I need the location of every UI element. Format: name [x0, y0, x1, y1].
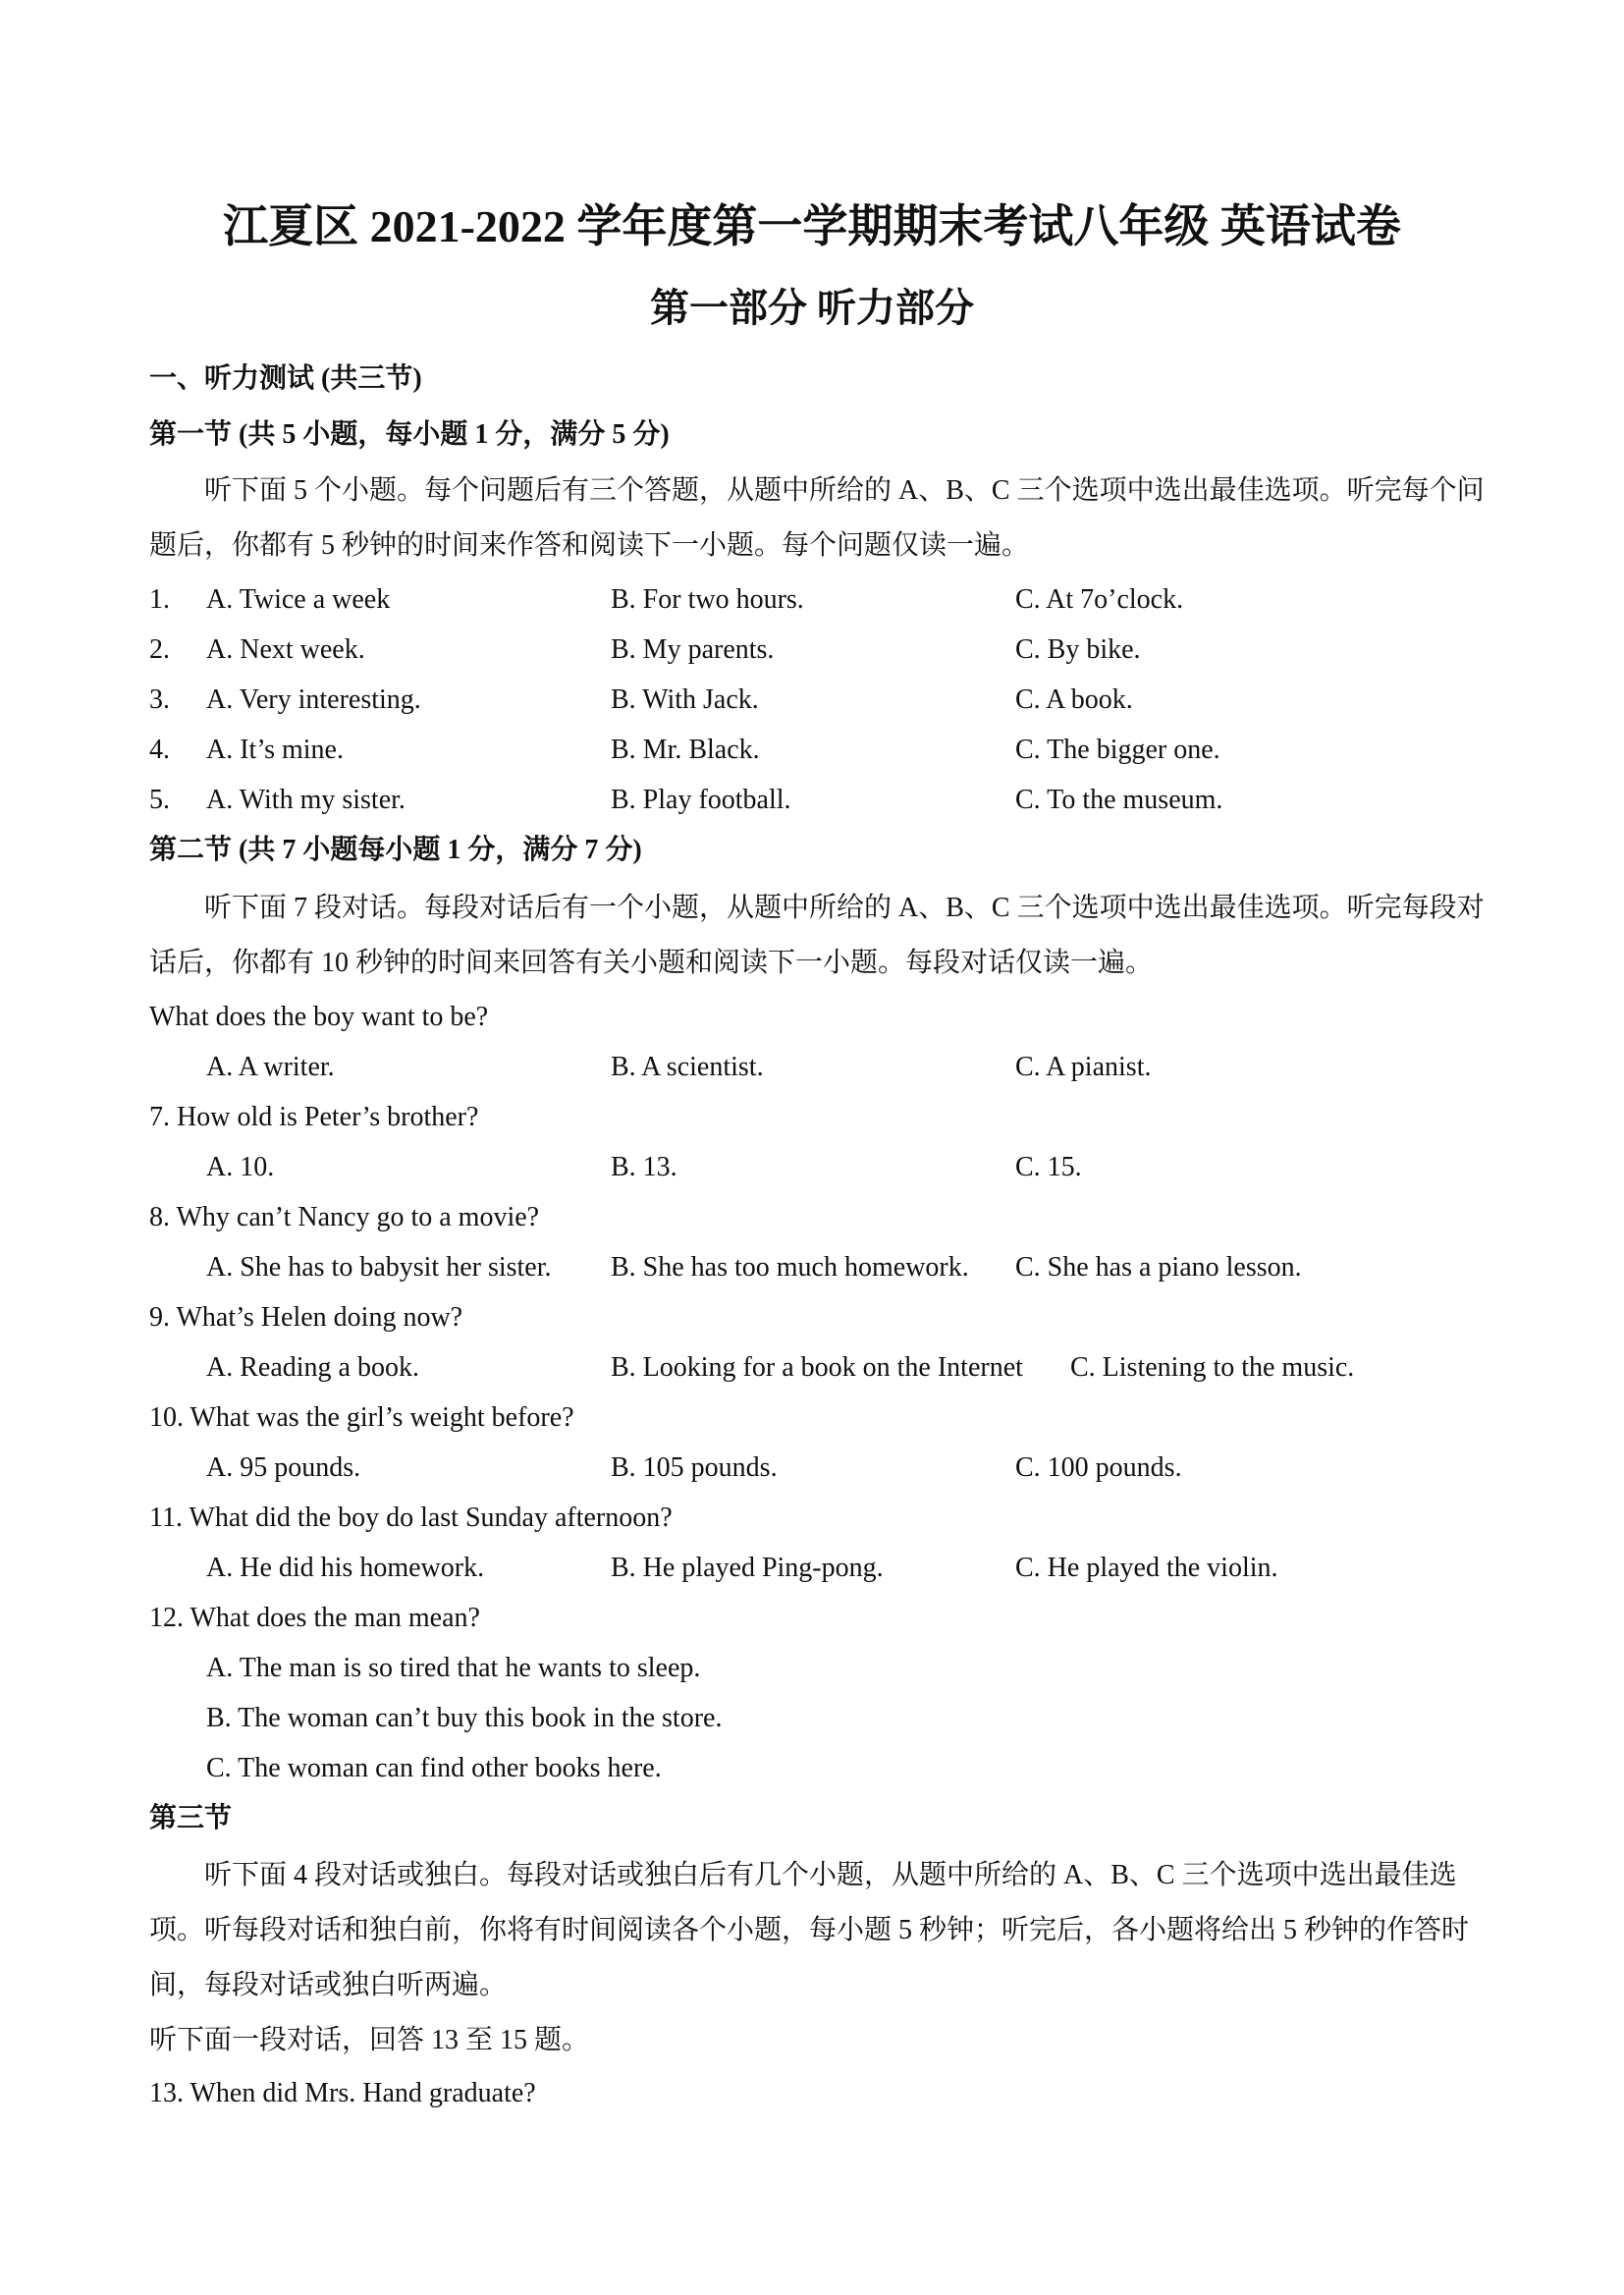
- option-a: A. 10.: [206, 1152, 275, 1182]
- section3-instructions: 听下面 4 段对话或独白。每段对话或独白后有几个小题，从题中所给的 A、B、C 三个选项中选出最佳选项。听每段对话和独白前，你将有时间阅读各个小题，每小题 5 秒钟；听完后，各小题将给出 5 秒钟的作答时间，每段对话或独白听两遍。: [149, 1860, 1470, 2000]
- option-b: B. My parents.: [611, 634, 775, 665]
- option-b: B. Play football.: [611, 785, 791, 815]
- option-c: C. At 7o’clock.: [1015, 584, 1184, 615]
- question-stem: 11. What did the boy do last Sunday afternoon?: [149, 1503, 673, 1533]
- option-a: A. Very interesting.: [206, 684, 421, 715]
- option-c: C. A book.: [1015, 684, 1133, 715]
- option-b: B. 13.: [611, 1152, 677, 1182]
- option-b: B. The woman can’t buy this book in the store.: [206, 1703, 723, 1733]
- option-b: B. Mr. Black.: [611, 735, 760, 765]
- option-a: A. She has to babysit her sister.: [206, 1252, 552, 1283]
- question-stem: 9. What’s Helen doing now?: [149, 1302, 463, 1333]
- option-b: B. With Jack.: [611, 684, 759, 715]
- option-a: A. A writer.: [206, 1052, 335, 1082]
- question-stem: 12. What does the man mean?: [149, 1603, 480, 1633]
- question-number: 5.: [149, 785, 170, 815]
- option-c: C. 15.: [1015, 1152, 1082, 1182]
- question-number: 1.: [149, 584, 170, 615]
- option-a: A. 95 pounds.: [206, 1452, 361, 1483]
- section2-instructions: 听下面 7 段对话。每段对话后有一个小题，从题中所给的 A、B、C 三个选项中选出最佳选项。听完每段对话后，你都有 10 秒钟的时间来回答有关小题和阅读下一小题。每段对话仅读一遍。: [149, 893, 1485, 978]
- option-b: B. For two hours.: [611, 584, 804, 615]
- question-number: 3.: [149, 684, 170, 715]
- option-a: A. It’s mine.: [206, 735, 344, 765]
- option-a: A. The man is so tired that he wants to sleep.: [206, 1653, 701, 1683]
- option-c: C. A pianist.: [1015, 1052, 1152, 1082]
- question-stem: 8. Why can’t Nancy go to a movie?: [149, 1202, 540, 1232]
- option-b: B. Looking for a book on the Internet: [611, 1352, 1023, 1383]
- option-a: A. With my sister.: [206, 785, 406, 815]
- question-number: 4.: [149, 735, 170, 765]
- page-title: 江夏区 2021-2022 学年度第一学期期末考试八年级 英语试卷: [223, 201, 1401, 251]
- option-b: B. 105 pounds.: [611, 1452, 778, 1483]
- section3-heading: 第三节: [149, 1803, 233, 1833]
- option-c: C. He played the violin.: [1015, 1553, 1278, 1583]
- option-a: A. Reading a book.: [206, 1352, 419, 1383]
- section1-instructions: 听下面 5 个小题。每个问题后有三个答题，从题中所给的 A、B、C 三个选项中选出最佳选项。听完每个问题后，你都有 5 秒钟的时间来作答和阅读下一小题。每个问题仅读一遍。: [149, 475, 1485, 561]
- question-stem: 10. What was the girl’s weight before?: [149, 1402, 574, 1433]
- option-c: C. She has a piano lesson.: [1015, 1252, 1302, 1283]
- option-a: A. He did his homework.: [206, 1553, 485, 1583]
- option-c: C. 100 pounds.: [1015, 1452, 1182, 1483]
- question-stem: 7. How old is Peter’s brother?: [149, 1102, 479, 1132]
- section-heading: 一、听力测试 (共三节): [149, 363, 422, 394]
- section1-heading: 第一节 (共 5 小题，每小题 1 分，满分 5 分): [149, 419, 670, 450]
- section3-prompt: 听下面一段对话，回答 13 至 15 题。: [149, 2025, 590, 2055]
- option-c: C. To the museum.: [1015, 785, 1223, 815]
- question-13-stem: 13. When did Mrs. Hand graduate?: [149, 2078, 536, 2108]
- option-b: B. He played Ping-pong.: [611, 1553, 884, 1583]
- option-a: A. Next week.: [206, 634, 365, 665]
- option-a: A. Twice a week: [206, 584, 391, 615]
- question-stem: What does the boy want to be?: [149, 1002, 489, 1032]
- option-b: B. She has too much homework.: [611, 1252, 969, 1283]
- option-c: C. The bigger one.: [1015, 735, 1220, 765]
- option-c: C. Listening to the music.: [1070, 1352, 1355, 1383]
- part-title: 第一部分 听力部分: [650, 286, 974, 330]
- option-b: B. A scientist.: [611, 1052, 764, 1082]
- question-number: 2.: [149, 634, 170, 665]
- option-c: C. By bike.: [1015, 634, 1141, 665]
- section2-heading: 第二节 (共 7 小题每小题 1 分，满分 7 分): [149, 835, 642, 865]
- option-c: C. The woman can find other books here.: [206, 1753, 662, 1783]
